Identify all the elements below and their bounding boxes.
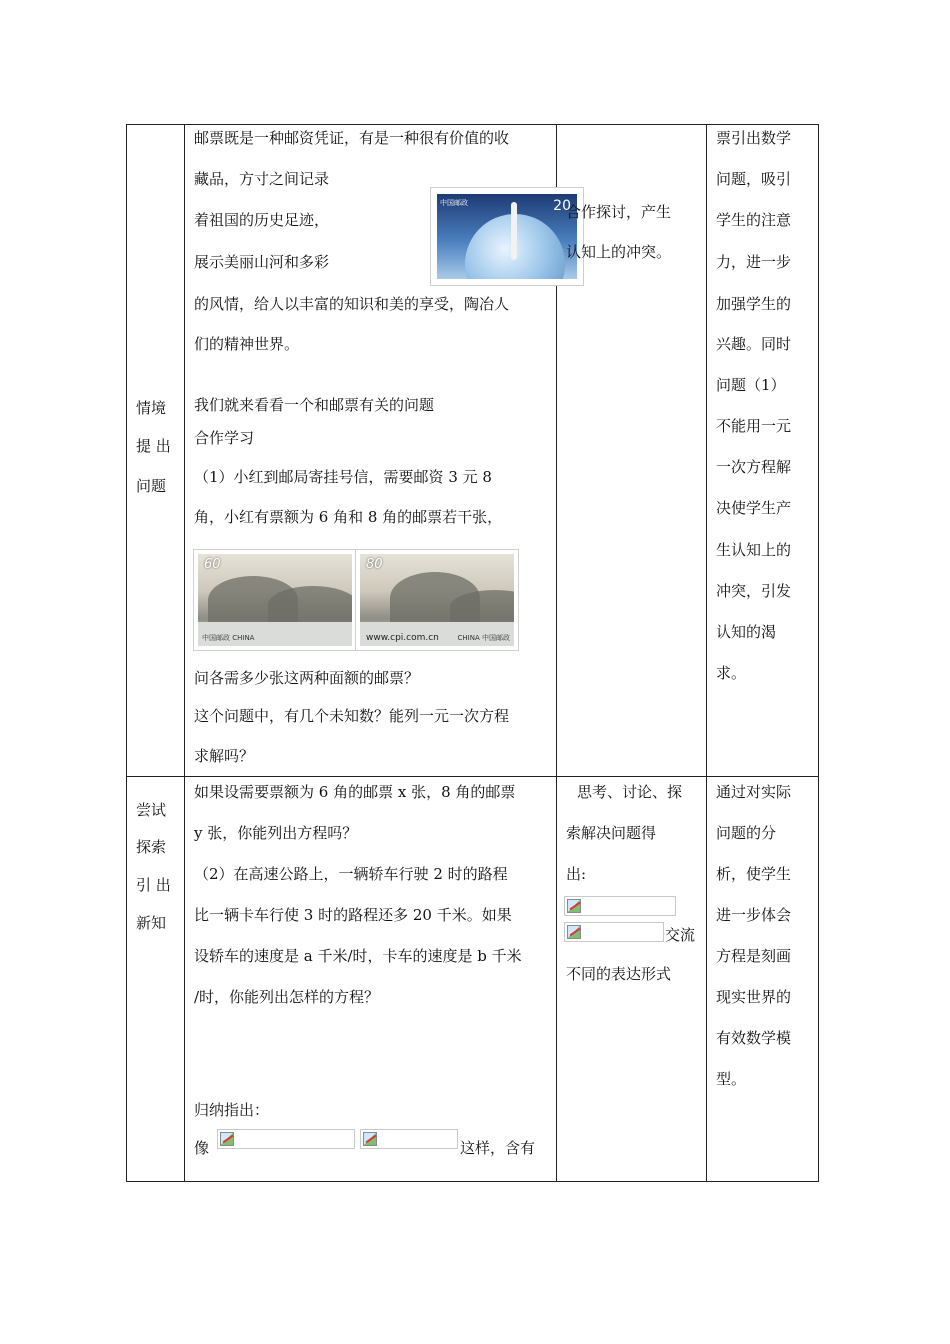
intent-line: 进一步体会 [716, 906, 792, 924]
student-line: 索解决问题得 [566, 824, 657, 842]
stage-label-line: 尝试 [136, 801, 167, 819]
broken-image-icon [363, 1132, 377, 1146]
student-line: 交流 [665, 926, 696, 944]
intent-line: 票引出数学 [716, 129, 792, 147]
intent-line: 学生的注意 [716, 211, 792, 229]
landscape-stamp-60-image [194, 550, 356, 650]
broken-image-icon [220, 1132, 234, 1146]
content-line: 这样，含有 [460, 1139, 536, 1157]
table-row-exploration [127, 777, 819, 1182]
content-line: 展示美丽山河和多彩 [194, 253, 330, 271]
stamp-value: 60 [204, 557, 221, 572]
space-stamp-image [431, 188, 583, 285]
student-line: 认知上的冲突。 [566, 243, 672, 261]
student-line: 思考、讨论、探 [577, 783, 683, 801]
student-line: 不同的表达形式 [566, 965, 672, 983]
content-cell [185, 125, 571, 777]
stage-label-line: 问题 [136, 477, 167, 495]
content-line: /时，你能列出怎样的方程？ [194, 988, 380, 1006]
student-activity-cell [557, 777, 707, 1182]
intent-line: 一次方程解 [716, 458, 792, 476]
intent-line: 方程是刻画 [716, 947, 792, 965]
content-line: 这个问题中，有几个未知数？能列一元一次方程 [194, 707, 510, 725]
intent-line: 冲突，引发 [716, 582, 792, 600]
stamp-label: 中国邮政 [440, 199, 468, 207]
intent-line: 通过对实际 [716, 783, 792, 801]
stage-cell [127, 777, 185, 1182]
stamp-url: www.cpi.com.cn [366, 633, 439, 643]
missing-image-placeholder [564, 922, 664, 942]
intent-line: 型。 [716, 1070, 747, 1088]
intent-line: 问题（1） [716, 376, 786, 394]
content-line: 归纳指出： [194, 1101, 270, 1119]
content-line: 角，小红有票额为 6 角和 8 角的邮票若干张， [194, 508, 503, 526]
content-line: 我们就来看看一个和邮票有关的问题 [194, 396, 435, 414]
missing-image-placeholder [217, 1129, 355, 1149]
student-line: 出: [566, 865, 587, 883]
stage-label-line: 探索 [136, 838, 167, 856]
content-line: y 张，你能列出方程吗？ [194, 824, 358, 842]
design-intent-cell [707, 125, 819, 777]
intent-line: 问题的分 [716, 824, 777, 842]
intent-line: 现实世界的 [716, 988, 792, 1006]
broken-image-icon [567, 899, 581, 913]
table-row-situation [127, 125, 819, 777]
content-line: 求解吗？ [194, 747, 255, 765]
intent-line: 有效数学模 [716, 1029, 792, 1047]
stamp-value: 20 [553, 198, 571, 214]
content-line: 设轿车的速度是 a 千米/时，卡车的速度是 b 千米 [194, 947, 522, 965]
stamp-caption: 中国邮政 CHINA [202, 634, 255, 642]
intent-line: 问题，吸引 [716, 170, 792, 188]
content-line: 邮票既是一种邮资凭证，有是一种很有价值的收 [194, 129, 510, 147]
lesson-table [126, 124, 819, 1182]
content-line: 如果设需要票额为 6 角的邮票 x 张，8 角的邮票 [194, 783, 516, 801]
stamp-value: 80 [366, 557, 383, 572]
intent-line: 认知的渴 [716, 623, 777, 641]
stamp-caption: CHINA 中国邮政 [457, 634, 510, 642]
broken-image-icon [567, 925, 581, 939]
content-line: 合作学习 [194, 429, 255, 447]
intent-line: 析，使学生 [716, 865, 792, 883]
stage-label-line: 提 出 [136, 437, 171, 455]
content-line: （1）小红到邮局寄挂号信，需要邮资 3 元 8 [194, 468, 492, 486]
missing-image-placeholder [360, 1129, 458, 1149]
intent-line: 求。 [716, 664, 747, 682]
content-line: 比一辆卡车行使 3 时的路程还多 20 千米。如果 [194, 906, 512, 924]
stage-label-line: 情境 [136, 399, 167, 417]
stage-label-line: 引 出 [136, 876, 171, 894]
stage-label-line: 新知 [136, 914, 167, 932]
missing-image-placeholder [564, 896, 676, 916]
content-line: 们的精神世界。 [194, 335, 300, 353]
content-line: 的风情，给人以丰富的知识和美的享受，陶冶人 [194, 295, 510, 313]
stage-cell [127, 125, 185, 777]
content-line: 藏品，方寸之间记录 [194, 170, 330, 188]
intent-line: 兴趣。同时 [716, 335, 792, 353]
landscape-stamp-80-image [356, 550, 518, 650]
design-intent-cell [707, 777, 819, 1182]
content-line: 像 [194, 1139, 210, 1157]
content-line: （2）在高速公路上，一辆轿车行驶 2 时的路程 [194, 865, 508, 883]
content-line: 着祖国的历史足迹， [194, 211, 330, 229]
intent-line: 力，进一步 [716, 253, 792, 271]
content-line: 问各需多少张这两种面额的邮票？ [194, 669, 420, 687]
intent-line: 不能用一元 [716, 417, 792, 435]
content-cell [185, 777, 557, 1182]
intent-line: 加强学生的 [716, 295, 792, 313]
intent-line: 决使学生产 [716, 499, 792, 517]
intent-line: 生认知上的 [716, 541, 792, 559]
student-line: 合作探讨，产生 [566, 203, 672, 221]
